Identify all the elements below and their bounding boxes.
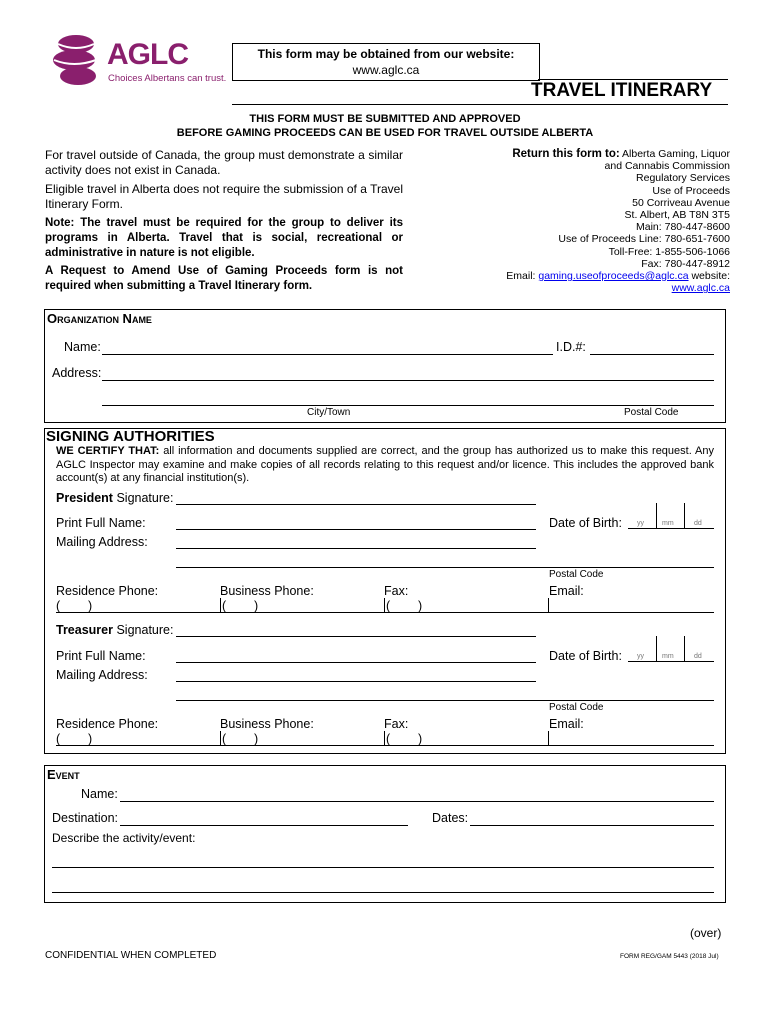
return-line6: St. Albert, AB T8N 3T5 [624, 209, 730, 222]
aglc-logo [52, 32, 227, 88]
treasurer-bus-phone-input[interactable]: ( ) [222, 732, 259, 746]
return-line10: Fax: 780-447-8912 [641, 257, 730, 270]
title-underline [232, 104, 728, 105]
president-fax-divider [384, 598, 385, 612]
return-line1: Alberta Gaming, Liquor [622, 148, 730, 160]
treasurer-postal-label: Postal Code [549, 702, 604, 713]
event-name-label: Name: [81, 787, 118, 801]
intro-para2: Eligible travel in Alberta does not require the submission of a Travel Itinerary Form. [45, 182, 403, 211]
org-address-label: Address: [52, 366, 102, 380]
president-email-divider [548, 598, 549, 612]
president-mailing-line2-input[interactable] [176, 567, 714, 568]
treasurer-fax-divider [384, 731, 385, 745]
event-dates-input[interactable] [470, 825, 714, 826]
treasurer-dob-input[interactable] [628, 636, 714, 662]
president-print-name-input[interactable] [176, 529, 536, 530]
event-dates-label: Dates: [432, 811, 469, 825]
certify-text [56, 445, 714, 486]
president-signature-input[interactable] [176, 504, 536, 505]
org-name-input[interactable] [102, 354, 553, 355]
treasurer-bus-phone-label: Business Phone: [220, 717, 314, 731]
website-box-line1: This form may be obtained from our website: [257, 47, 515, 61]
website-box-line2: www.aglc.ca [352, 63, 420, 77]
org-address-line2-input[interactable] [102, 405, 714, 406]
org-name-label: Name: [64, 340, 101, 354]
treasurer-dob-mm: mm [662, 653, 674, 660]
president-res-phone-label: Residence Phone: [56, 584, 159, 598]
treasurer-res-phone-label: Residence Phone: [56, 717, 159, 731]
president-bus-phone-label: Business Phone: [220, 584, 314, 598]
president-dob-mm: mm [662, 520, 674, 527]
president-dob-input[interactable] [628, 503, 714, 529]
intro-para1: For travel outside of Canada, the group must demonstrate a similar activity does not exist in Canada. [45, 148, 403, 177]
treasurer-email-label: Email: [549, 717, 584, 731]
treasurer-signature-input[interactable] [176, 636, 536, 637]
event-describe-line1-input[interactable] [52, 867, 714, 868]
president-fax-label: Fax: [384, 584, 409, 598]
president-dob-yy: yy [637, 520, 644, 527]
treasurer-mailing-label: Mailing Address: [56, 668, 148, 682]
return-line3: Regulatory Services [636, 172, 730, 185]
return-line2: and Cannabis Commission [604, 160, 730, 173]
treasurer-phone-row-line[interactable] [56, 745, 714, 746]
treasurer-bus-divider [220, 731, 221, 745]
president-label: President [56, 491, 113, 505]
treasurer-mailing-input[interactable] [176, 681, 536, 682]
page-title: TRAVEL ITINERARY [531, 80, 713, 101]
president-postal-label: Postal Code [549, 569, 604, 580]
treasurer-fax-label: Fax: [384, 717, 409, 731]
president-mailing-input[interactable] [176, 548, 536, 549]
president-print-name-label: Print Full Name: [56, 516, 146, 530]
return-website-label: website: [691, 270, 730, 283]
treasurer-res-phone-input[interactable]: ( ) [56, 732, 93, 746]
confidential-label: CONFIDENTIAL WHEN COMPLETED [45, 950, 217, 961]
treasurer-label: Treasurer [56, 623, 113, 637]
intro-amend: A Request to Amend Use of Gaming Proceeds form is not required when submitting a Travel Itinerary form. [45, 265, 403, 292]
treasurer-signature-label [56, 623, 173, 637]
return-to-label: Return this form to: [512, 148, 620, 160]
treasurer-dob-label: Date of Birth: [549, 649, 622, 663]
website-box [232, 43, 540, 81]
president-bus-divider [220, 598, 221, 612]
treasurer-mailing-line2-input[interactable] [176, 700, 714, 701]
return-line7: Main: 780-447-8600 [636, 221, 730, 234]
president-dob-label: Date of Birth: [549, 516, 622, 530]
org-id-label: I.D.#: [556, 340, 586, 354]
org-heading: Organization Name [47, 311, 152, 326]
treasurer-email-divider [548, 731, 549, 745]
intro-note: Note: The travel must be required for the group to deliver its programs in Alberta. Travel that is social, recreational or administrative in nature is not eligible. [45, 217, 403, 259]
org-id-input[interactable] [590, 354, 714, 355]
subtitle-line2: BEFORE GAMING PROCEEDS CAN BE USED FOR TRAVEL OUTSIDE ALBERTA [176, 127, 594, 139]
president-mailing-label: Mailing Address: [56, 535, 148, 549]
return-line8: Use of Proceeds Line: 780-651-7600 [558, 233, 730, 246]
certify-body: all information and documents supplied are correct, and the group has authorized us to make this request. Any AGLC Inspector may examine and make copies of all records relating to this request and/or licence. This includes the approved bank account(s) at any financial institution(s). [56, 445, 715, 484]
treasurer-signature-word: Signature: [116, 623, 174, 637]
treasurer-print-name-label: Print Full Name: [56, 649, 146, 663]
president-bus-phone-input[interactable]: ( ) [222, 599, 259, 613]
event-describe-label: Describe the activity/event: [52, 831, 196, 845]
return-line4: Use of Proceeds [652, 184, 730, 197]
president-signature-word: Signature: [116, 491, 174, 505]
event-destination-input[interactable] [120, 825, 408, 826]
return-line9: Toll-Free: 1-855-506-1066 [608, 245, 730, 258]
signing-heading: SIGNING AUTHORITIES [46, 428, 215, 445]
president-dob-dd: dd [694, 520, 702, 527]
form-number: FORM REG/GAM 5443 (2018 Jul) [620, 953, 719, 960]
logo-tagline: Choices Albertans can trust. [108, 73, 227, 84]
return-email-label: Email: [506, 270, 536, 283]
org-postal-label: Postal Code [624, 407, 679, 418]
over-label: (over) [690, 926, 722, 940]
org-city-label: City/Town [307, 407, 351, 418]
subtitle-line1: THIS FORM MUST BE SUBMITTED AND APPROVED [249, 113, 521, 125]
return-website-link[interactable]: www.aglc.ca [671, 282, 730, 295]
president-res-phone-input[interactable]: ( ) [56, 599, 93, 613]
president-signature-label [56, 491, 173, 505]
treasurer-fax-input[interactable]: ( ) [386, 732, 423, 746]
treasurer-dob-yy: yy [637, 653, 644, 660]
event-name-input[interactable] [120, 801, 714, 802]
event-destination-label: Destination: [52, 811, 119, 825]
treasurer-print-name-input[interactable] [176, 662, 536, 663]
return-line5: 50 Corriveau Avenue [632, 196, 730, 209]
treasurer-dob-dd: dd [694, 653, 702, 660]
president-fax-input[interactable]: ( ) [386, 599, 423, 613]
event-heading: Event [47, 767, 80, 782]
president-email-label: Email: [549, 584, 584, 598]
return-email-link[interactable]: gaming.useofproceeds@aglc.ca [538, 270, 689, 283]
return-to-block [440, 148, 730, 294]
logo-text: AGLC [107, 38, 188, 71]
logo-mark-icon [52, 32, 100, 88]
president-phone-row-line[interactable] [56, 612, 714, 613]
org-address-input[interactable] [102, 380, 714, 381]
event-describe-line2-input[interactable] [52, 892, 714, 893]
certify-label: WE CERTIFY THAT: [56, 445, 160, 457]
